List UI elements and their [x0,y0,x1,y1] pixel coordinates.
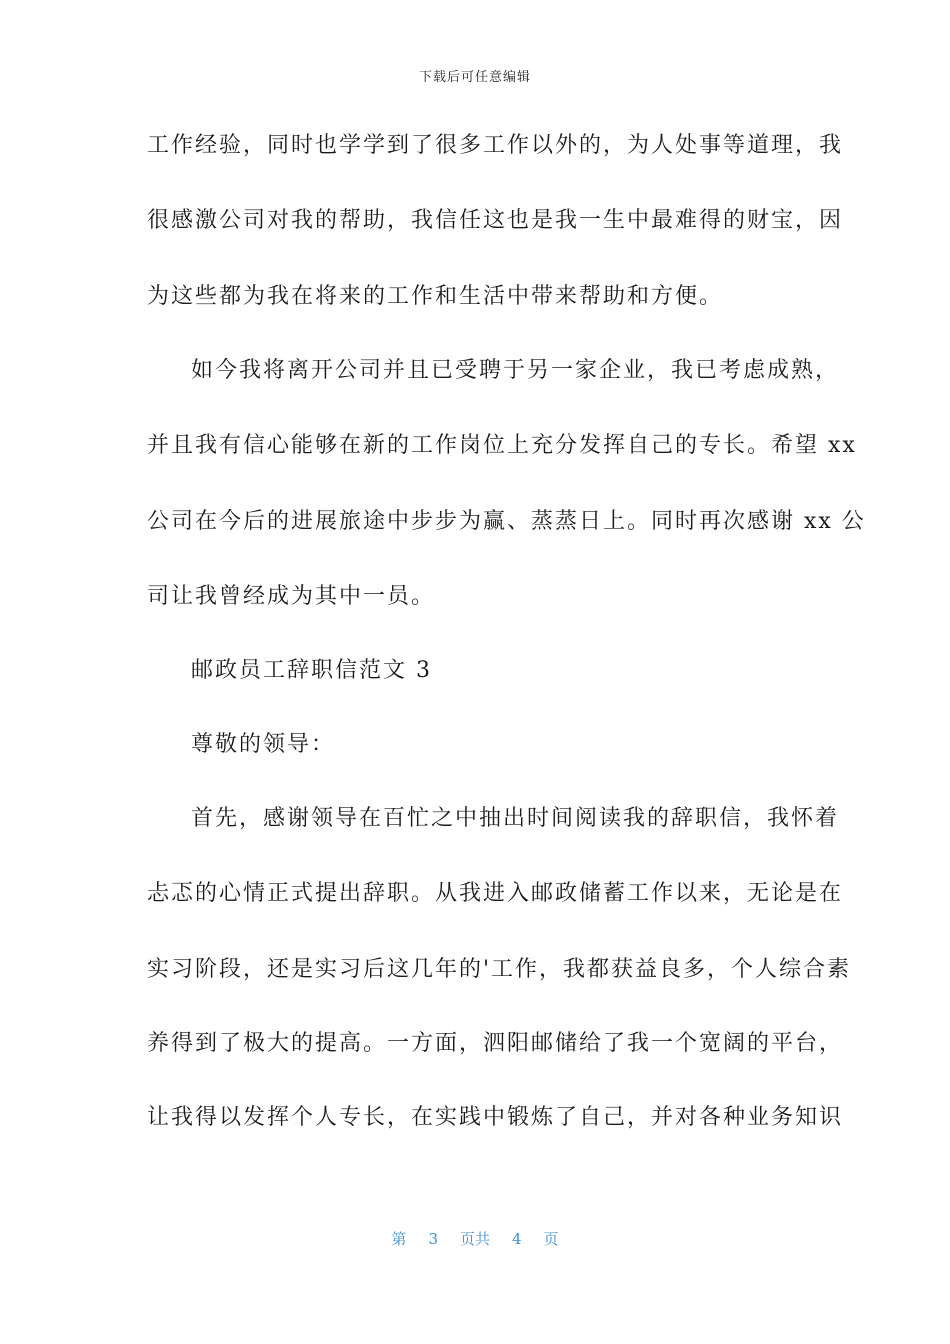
current-page-number: 3 [428,1230,438,1248]
body-line: 忐忑的心情正式提出辞职。从我进入邮政储蓄工作以来，无论是在 [147,881,844,906]
page-header: 下载后可任意编辑 [418,70,531,85]
body-line: 首先，感谢领导在百忙之中抽出时间阅读我的辞职信，我怀着 [191,806,840,831]
body-line: 司让我曾经成为其中一员。 [147,584,436,609]
body-line: 很感激公司对我的帮助，我信任这也是我一生中最难得的财宝，因 [147,208,844,233]
total-pages-number: 4 [512,1230,522,1248]
body-line: 让我得以发挥个人专长，在实践中锻炼了自己，并对各种业务知识 [147,1105,844,1130]
body-line: 工作经验，同时也学学到了很多工作以外的，为人处事等道理，我 [147,133,844,158]
body-line: 并且我有信心能够在新的工作岗位上充分发挥自己的专长。希望 xx [147,433,857,458]
page-footer [0,1228,950,1249]
section-title: 邮政员工辞职信范文 3 [191,658,432,683]
page-label-prefix: 第 [391,1230,407,1248]
page-label-mid: 页共 [459,1230,490,1248]
page-label-suffix: 页 [543,1230,559,1248]
body-line: 公司在今后的进展旅途中步步为赢、蒸蒸日上。同时再次感谢 xx 公 [147,509,866,534]
salutation: 尊敬的领导： [191,732,336,757]
body-line: 为这些都为我在将来的工作和生活中带来帮助和方便。 [147,284,724,309]
body-line: 实习阶段，还是实习后这几年的'工作，我都获益良多，个人综合素 [147,957,852,982]
body-line: 养得到了极大的提高。一方面，泗阳邮储给了我一个宽阔的平台， [147,1031,844,1056]
body-line: 如今我将离开公司并且已受聘于另一家企业，我已考虑成熟， [191,358,840,383]
